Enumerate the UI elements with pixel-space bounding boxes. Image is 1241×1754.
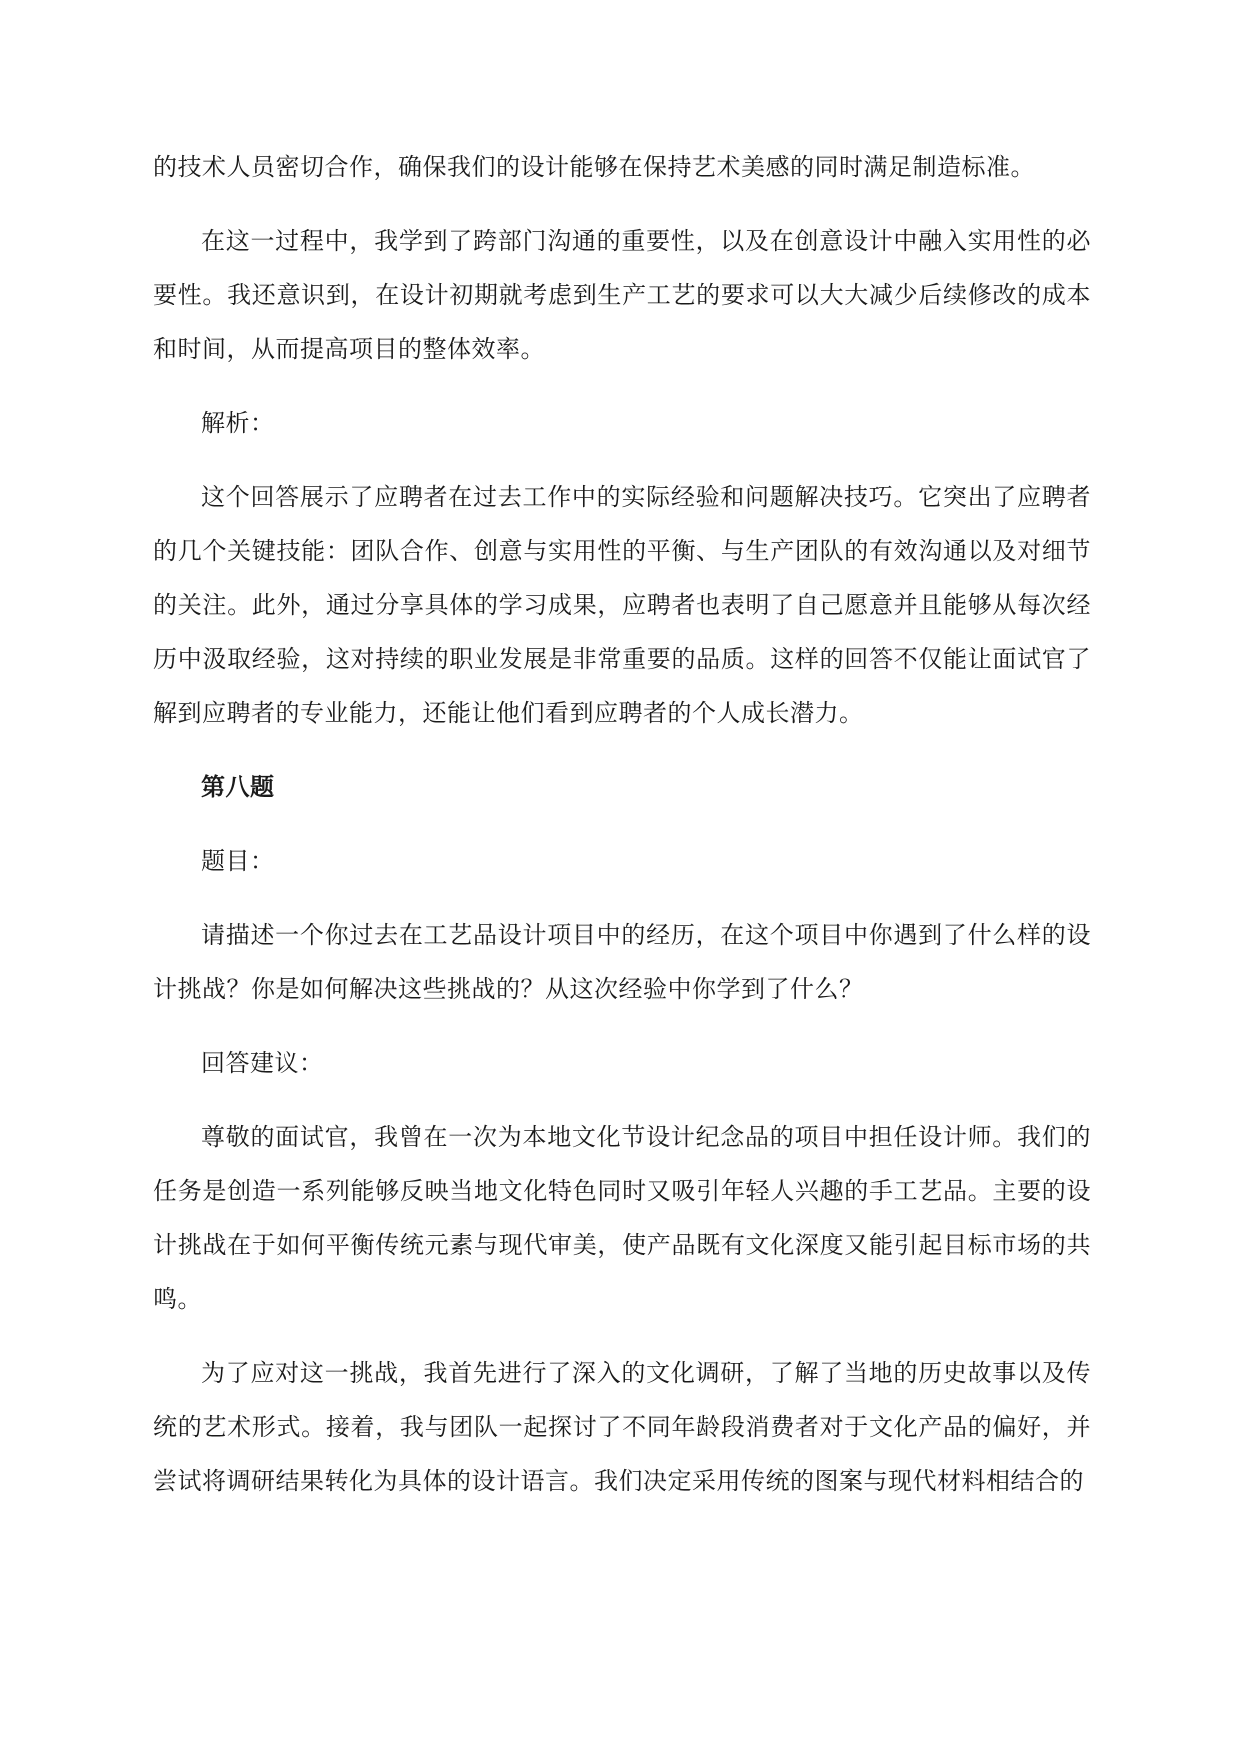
question-heading: 第八题 — [201, 772, 275, 801]
document-page — [153, 140, 1091, 1528]
paragraph-analysis: 这个回答展示了应聘者在过去工作中的实际经验和问题解决技巧。它突出了应聘者的几个关键技能：团队合作、创意与实用性的平衡、与生产团队的有效沟通以及对细节的关注。此外，通过分享具体的学习成果，应聘者也表明了自己愿意并且能够从每次经历中汲取经验，这对持续的职业发展是非常重要的品质。这样的回答不仅能让面试官了解到应聘者的专业能力，还能让他们看到应聘者的个人成长潜力。 — [153, 483, 1091, 727]
paragraph-lesson-learned: 在这一过程中，我学到了跨部门沟通的重要性，以及在创意设计中融入实用性的必要性。我还意识到，在设计初期就考虑到生产工艺的要求可以大大减少后续修改的成本和时间，从而提高项目的整体效率。 — [153, 227, 1091, 363]
answer-suggestion-label: 回答建议： — [201, 1049, 324, 1077]
paragraph-answer-approach: 为了应对这一挑战，我首先进行了深入的文化调研，了解了当地的历史故事以及传统的艺术形式。接着，我与团队一起探讨了不同年龄段消费者对于文化产品的偏好，并尝试将调研结果转化为具体的设计语言。我们决定采用传统的图案与现代材料相结合的 — [153, 1359, 1091, 1495]
question-label: 题目： — [201, 847, 275, 875]
paragraph-continuation: 的技术人员密切合作，确保我们的设计能够在保持艺术美感的同时满足制造标准。 — [153, 153, 1035, 181]
paragraph-answer-intro: 尊敬的面试官，我曾在一次为本地文化节设计纪念品的项目中担任设计师。我们的任务是创造一系列能够反映当地文化特色同时又吸引年轻人兴趣的手工艺品。主要的设计挑战在于如何平衡传统元素与现代审美，使产品既有文化深度又能引起目标市场的共鸣。 — [153, 1123, 1091, 1313]
analysis-label: 解析： — [201, 409, 275, 437]
paragraph-question: 请描述一个你过去在工艺品设计项目中的经历，在这个项目中你遇到了什么样的设计挑战？你是如何解决这些挑战的？从这次经验中你学到了什么？ — [153, 921, 1091, 1003]
